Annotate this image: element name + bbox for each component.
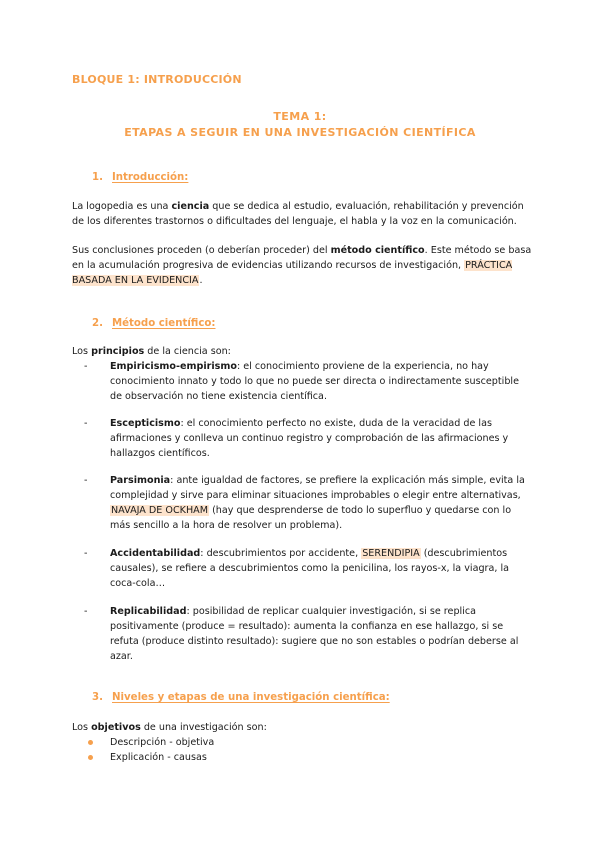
term: Replicabilidad — [110, 606, 187, 617]
section-1-title: Introducción: — [112, 172, 189, 183]
text: Los — [72, 722, 92, 733]
text: de una investigación son: — [140, 722, 267, 733]
highlight-practica-basada: PRÁCTICA BASADA EN LA EVIDENCIA — [72, 260, 513, 286]
text: Los — [72, 346, 92, 357]
bullet-dot-icon — [88, 755, 93, 760]
bullet-dot-icon — [88, 740, 93, 745]
definition: : posibilidad de replicar cualquier investigación, si se replica positivamente (produce = resultado): aumenta la confianza en ese hallazgo, si se refuta (produce distinto resultado): sugiere que no son estables o podrían deberse al azar. — [110, 606, 519, 662]
definition: : el conocimiento proviene de la experiencia, no hay conocimiento innato y todo lo que no puede ser directa o indirectamente susceptible de observación no tiene existencia científica. — [110, 361, 519, 402]
section-3-heading — [92, 692, 390, 703]
dash-bullet: - — [84, 475, 88, 486]
section-2-number: 2. — [92, 318, 103, 329]
section-3-title: Niveles y etapas de una investigación científica: — [112, 692, 390, 703]
text: . Este método se basa en la acumulación progresiva de evidencias utilizando recursos de investigación, — [72, 245, 532, 271]
topic-label: TEMA 1: — [273, 110, 327, 123]
list-item — [84, 735, 214, 750]
topic-title: ETAPAS A SEGUIR EN UNA INVESTIGACIÓN CIENTÍFICA — [124, 126, 476, 139]
item-text — [110, 604, 534, 664]
text: de la ciencia son: — [144, 346, 231, 357]
keyword-ciencia: ciencia — [171, 201, 210, 212]
definition: : el conocimiento perfecto no existe, duda de la veracidad de las afirmaciones y conlleva un continuo registro y comprobación de las afirmaciones y hallazgos científicos. — [110, 418, 509, 459]
section-2-title: Método científico: — [112, 318, 216, 329]
item-text — [110, 546, 534, 591]
term: Escepticismo — [110, 418, 181, 429]
definition: : descubrimientos por accidente, — [200, 548, 362, 559]
item-text — [110, 359, 534, 404]
highlight-serendipia: SERENDIPIA — [362, 548, 420, 559]
text: . — [199, 275, 203, 286]
definition-tail: (hay que desprenderse de todo lo superfluo y quedarse con lo más sencillo a la hora de resolver un problema). — [110, 505, 512, 531]
text: Sus conclusiones proceden (o deberían proceder) del — [72, 245, 331, 256]
section-2-heading — [92, 318, 215, 329]
objective-text: Descripción - objetiva — [110, 737, 215, 748]
item-text — [110, 473, 534, 533]
keyword-metodo-cientifico: método científico — [330, 245, 425, 256]
text: La logopedia es una — [72, 201, 172, 212]
highlight-navaja: NAVAJA DE OCKHAM — [111, 505, 209, 516]
objectives-intro — [72, 720, 532, 735]
section-1-heading — [92, 172, 188, 183]
dash-bullet: - — [84, 548, 88, 559]
term: Parsimonia — [110, 475, 171, 486]
objective-text: Explicación - causas — [110, 752, 207, 763]
item-text — [110, 416, 534, 461]
intro-paragraph-2 — [72, 243, 532, 288]
section-3-number: 3. — [92, 692, 103, 703]
keyword-objetivos: objetivos — [91, 722, 141, 733]
dash-bullet: - — [84, 606, 88, 617]
text: que se dedica al estudio, evaluación, rehabilitación y prevención de los diferentes trastornos o dificultades del lenguaje, el habla y la voz en la comunicación. — [72, 201, 524, 227]
block-heading — [72, 73, 242, 86]
section-1-number: 1. — [92, 172, 103, 183]
block-title: INTRODUCCIÓN — [143, 73, 242, 86]
block-prefix: BLOQUE 1: — [72, 73, 140, 86]
dash-bullet: - — [84, 361, 88, 372]
term: Empiricismo-empirismo — [110, 361, 237, 372]
intro-paragraph-1 — [72, 199, 532, 229]
definition: : ante igualdad de factores, se prefiere la explicación más simple, evita la complejidad y sirve para eliminar situaciones improbables o elegir entre alternativas, — [110, 475, 525, 501]
list-item — [84, 750, 214, 765]
objectives-list — [84, 735, 214, 765]
term: Accidentabilidad — [110, 548, 201, 559]
keyword-principios: principios — [91, 346, 145, 357]
definition-tail: (descubrimientos causales), se refiere a descubrimientos como la penicilina, los rayos-x, la viagra, la coca-cola… — [110, 548, 510, 589]
dash-bullet: - — [84, 418, 88, 429]
principles-intro — [72, 344, 532, 359]
